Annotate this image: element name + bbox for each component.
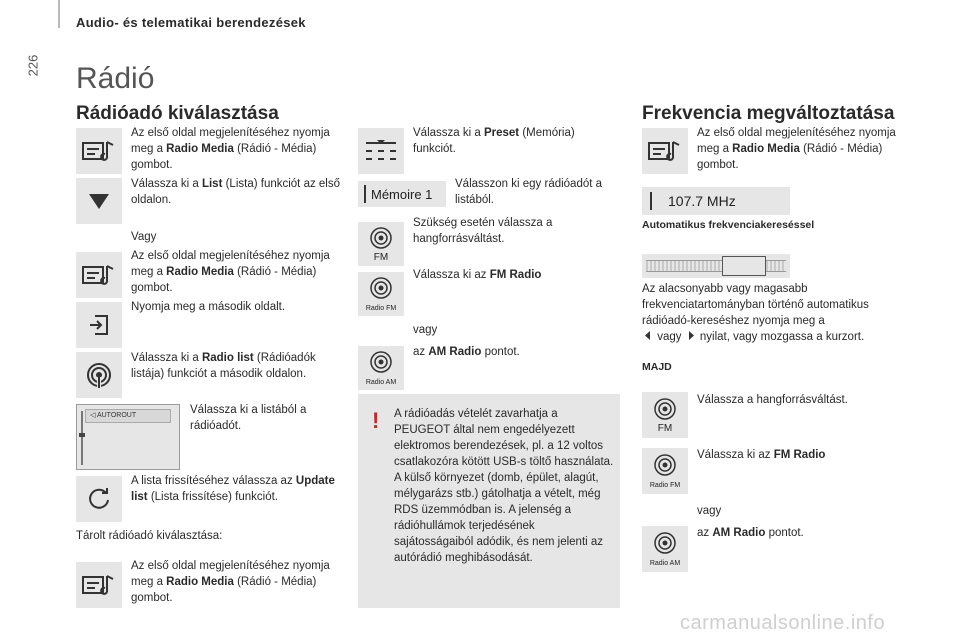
fm-icon-label: FM bbox=[373, 252, 389, 263]
left-step2: Válassza ki a List (Lista) funkciót az első oldalon. bbox=[131, 178, 341, 206]
radio-media-icon bbox=[642, 128, 688, 174]
left-step6: Válassza ki a listából a rádióadót. bbox=[190, 404, 307, 432]
radio-media-icon bbox=[76, 128, 122, 174]
left-step3: Az első oldal megjelenítéséhez nyomja meg a Radio Media (Rádió - Média) gombot. bbox=[131, 250, 330, 294]
middle-step1: Válassza ki a Preset (Memória) funkciót. bbox=[413, 127, 575, 155]
page-title: Rádió bbox=[76, 62, 155, 95]
middle-or-label: vagy bbox=[413, 324, 438, 336]
middle-step4: Válassza ki az FM Radio bbox=[413, 269, 542, 281]
left-step4: Nyomja meg a második oldalt. bbox=[131, 301, 286, 313]
middle-step2: Válasszon ki egy rádióadót a listából. bbox=[455, 178, 603, 206]
radio-media-icon bbox=[76, 252, 122, 298]
screen-scrollbar bbox=[81, 411, 83, 465]
left-step7: A lista frissítéséhez válassza az Update list (Lista frissítése) funkciót. bbox=[131, 475, 335, 503]
station-list-screen bbox=[76, 404, 180, 470]
fm-source-icon bbox=[358, 222, 404, 266]
second-page-icon bbox=[76, 302, 122, 348]
radio-fm-icon bbox=[642, 448, 688, 494]
middle-step3: Szükség esetén válassza a hangforrásváltást. bbox=[413, 217, 553, 245]
triangle-right-icon bbox=[687, 329, 695, 345]
left-step1: Az első oldal megjelenítéséhez nyomja meg a Radio Media (Rádió - Média) gombot. bbox=[131, 127, 330, 171]
radio-media-icon bbox=[76, 562, 122, 608]
auto-search-title: Automatikus frekvenciakereséssel bbox=[642, 219, 815, 231]
right-step5: az AM Radio pontot. bbox=[697, 527, 804, 539]
right-step4: Válassza ki az FM Radio bbox=[697, 449, 826, 461]
fm-source-icon bbox=[642, 392, 688, 438]
header-title: Audio- és telematikai berendezések bbox=[76, 15, 306, 30]
list-icon bbox=[76, 178, 122, 224]
right-step3: Válassza a hangforrásváltást. bbox=[697, 394, 848, 406]
screen-scroll-knob bbox=[79, 433, 85, 437]
frequency-slider-thumb bbox=[722, 256, 766, 276]
warning-icon: ! bbox=[372, 408, 380, 433]
right-step1: Az első oldal megjelenítéséhez nyomja meg a Radio Media (Rádió - Média) gombot. bbox=[697, 127, 896, 171]
watermark: carmanualsonline.info bbox=[680, 612, 886, 634]
memory-button-label: Mémoire 1 bbox=[371, 186, 433, 202]
left-or-label: Vagy bbox=[131, 231, 157, 243]
left-step8: Az első oldal megjelenítéséhez nyomja meg a Radio Media (Rádió - Média) gombot. bbox=[131, 560, 330, 604]
radio-am-icon-label: Radio AM bbox=[649, 560, 681, 567]
memory-button-marker bbox=[364, 185, 366, 203]
left-step5: Válassza ki a Radio list (Rádióadók listája) funkciót a második oldalon. bbox=[131, 352, 316, 380]
right-step2: Az alacsonyabb vagy magasabb frekvenciatartományban történő automatikus rádióadó-kereséshez nyomja meg a vagy nyilat, vagy mozgassa a kurzort. bbox=[642, 283, 869, 344]
frequency-value: 107.7 MHz bbox=[668, 193, 736, 209]
section-title-frequency: Frekvencia megváltoztatása bbox=[642, 103, 895, 124]
section-title-station-select: Rádióadó kiválasztása bbox=[76, 103, 279, 124]
screen-station-item: ◁ AUTOROUT bbox=[85, 409, 171, 423]
triangle-left-icon bbox=[644, 329, 652, 345]
radio-fm-icon-label: Radio FM bbox=[365, 305, 397, 312]
right-or-label: vagy bbox=[697, 505, 722, 517]
header-accent-bar bbox=[58, 0, 60, 28]
frequency-slider bbox=[642, 254, 790, 278]
radio-am-icon-label: Radio AM bbox=[365, 379, 397, 386]
warning-text: A rádióadás vételét zavarhatja a PEUGEOT által nem engedélyezett elektromos berendezések, pl. a 12 voltos csatlakozóra kötött USB-s töltő használata. A külső környezet (domb, épület, alagút, mélygarázs stb.) gátolhatja a vételt, még RDS üzemmódban is. A jelenség a rádióhullámok terjedésének sajátosságaiból adódik, és nem jelenti az autórádió meghibásodását. bbox=[394, 408, 614, 564]
radio-fm-icon-label: Radio FM bbox=[649, 482, 681, 489]
page-number: 226 bbox=[25, 54, 41, 77]
frequency-display-button bbox=[642, 187, 790, 215]
radio-list-icon bbox=[76, 352, 122, 398]
preset-icon bbox=[358, 128, 404, 174]
then-label: MAJD bbox=[642, 361, 672, 373]
update-list-icon bbox=[76, 476, 122, 522]
frequency-button-marker bbox=[650, 192, 652, 210]
radio-am-icon bbox=[642, 526, 688, 572]
stored-station-title: Tárolt rádióadó kiválasztása: bbox=[76, 530, 223, 542]
radio-fm-icon bbox=[358, 272, 404, 316]
speaker-icon: ◁ bbox=[90, 412, 96, 419]
fm-icon-label: FM bbox=[657, 423, 673, 434]
middle-step5: az AM Radio pontot. bbox=[413, 346, 520, 358]
radio-am-icon bbox=[358, 346, 404, 390]
memory-preset-button bbox=[358, 181, 446, 207]
